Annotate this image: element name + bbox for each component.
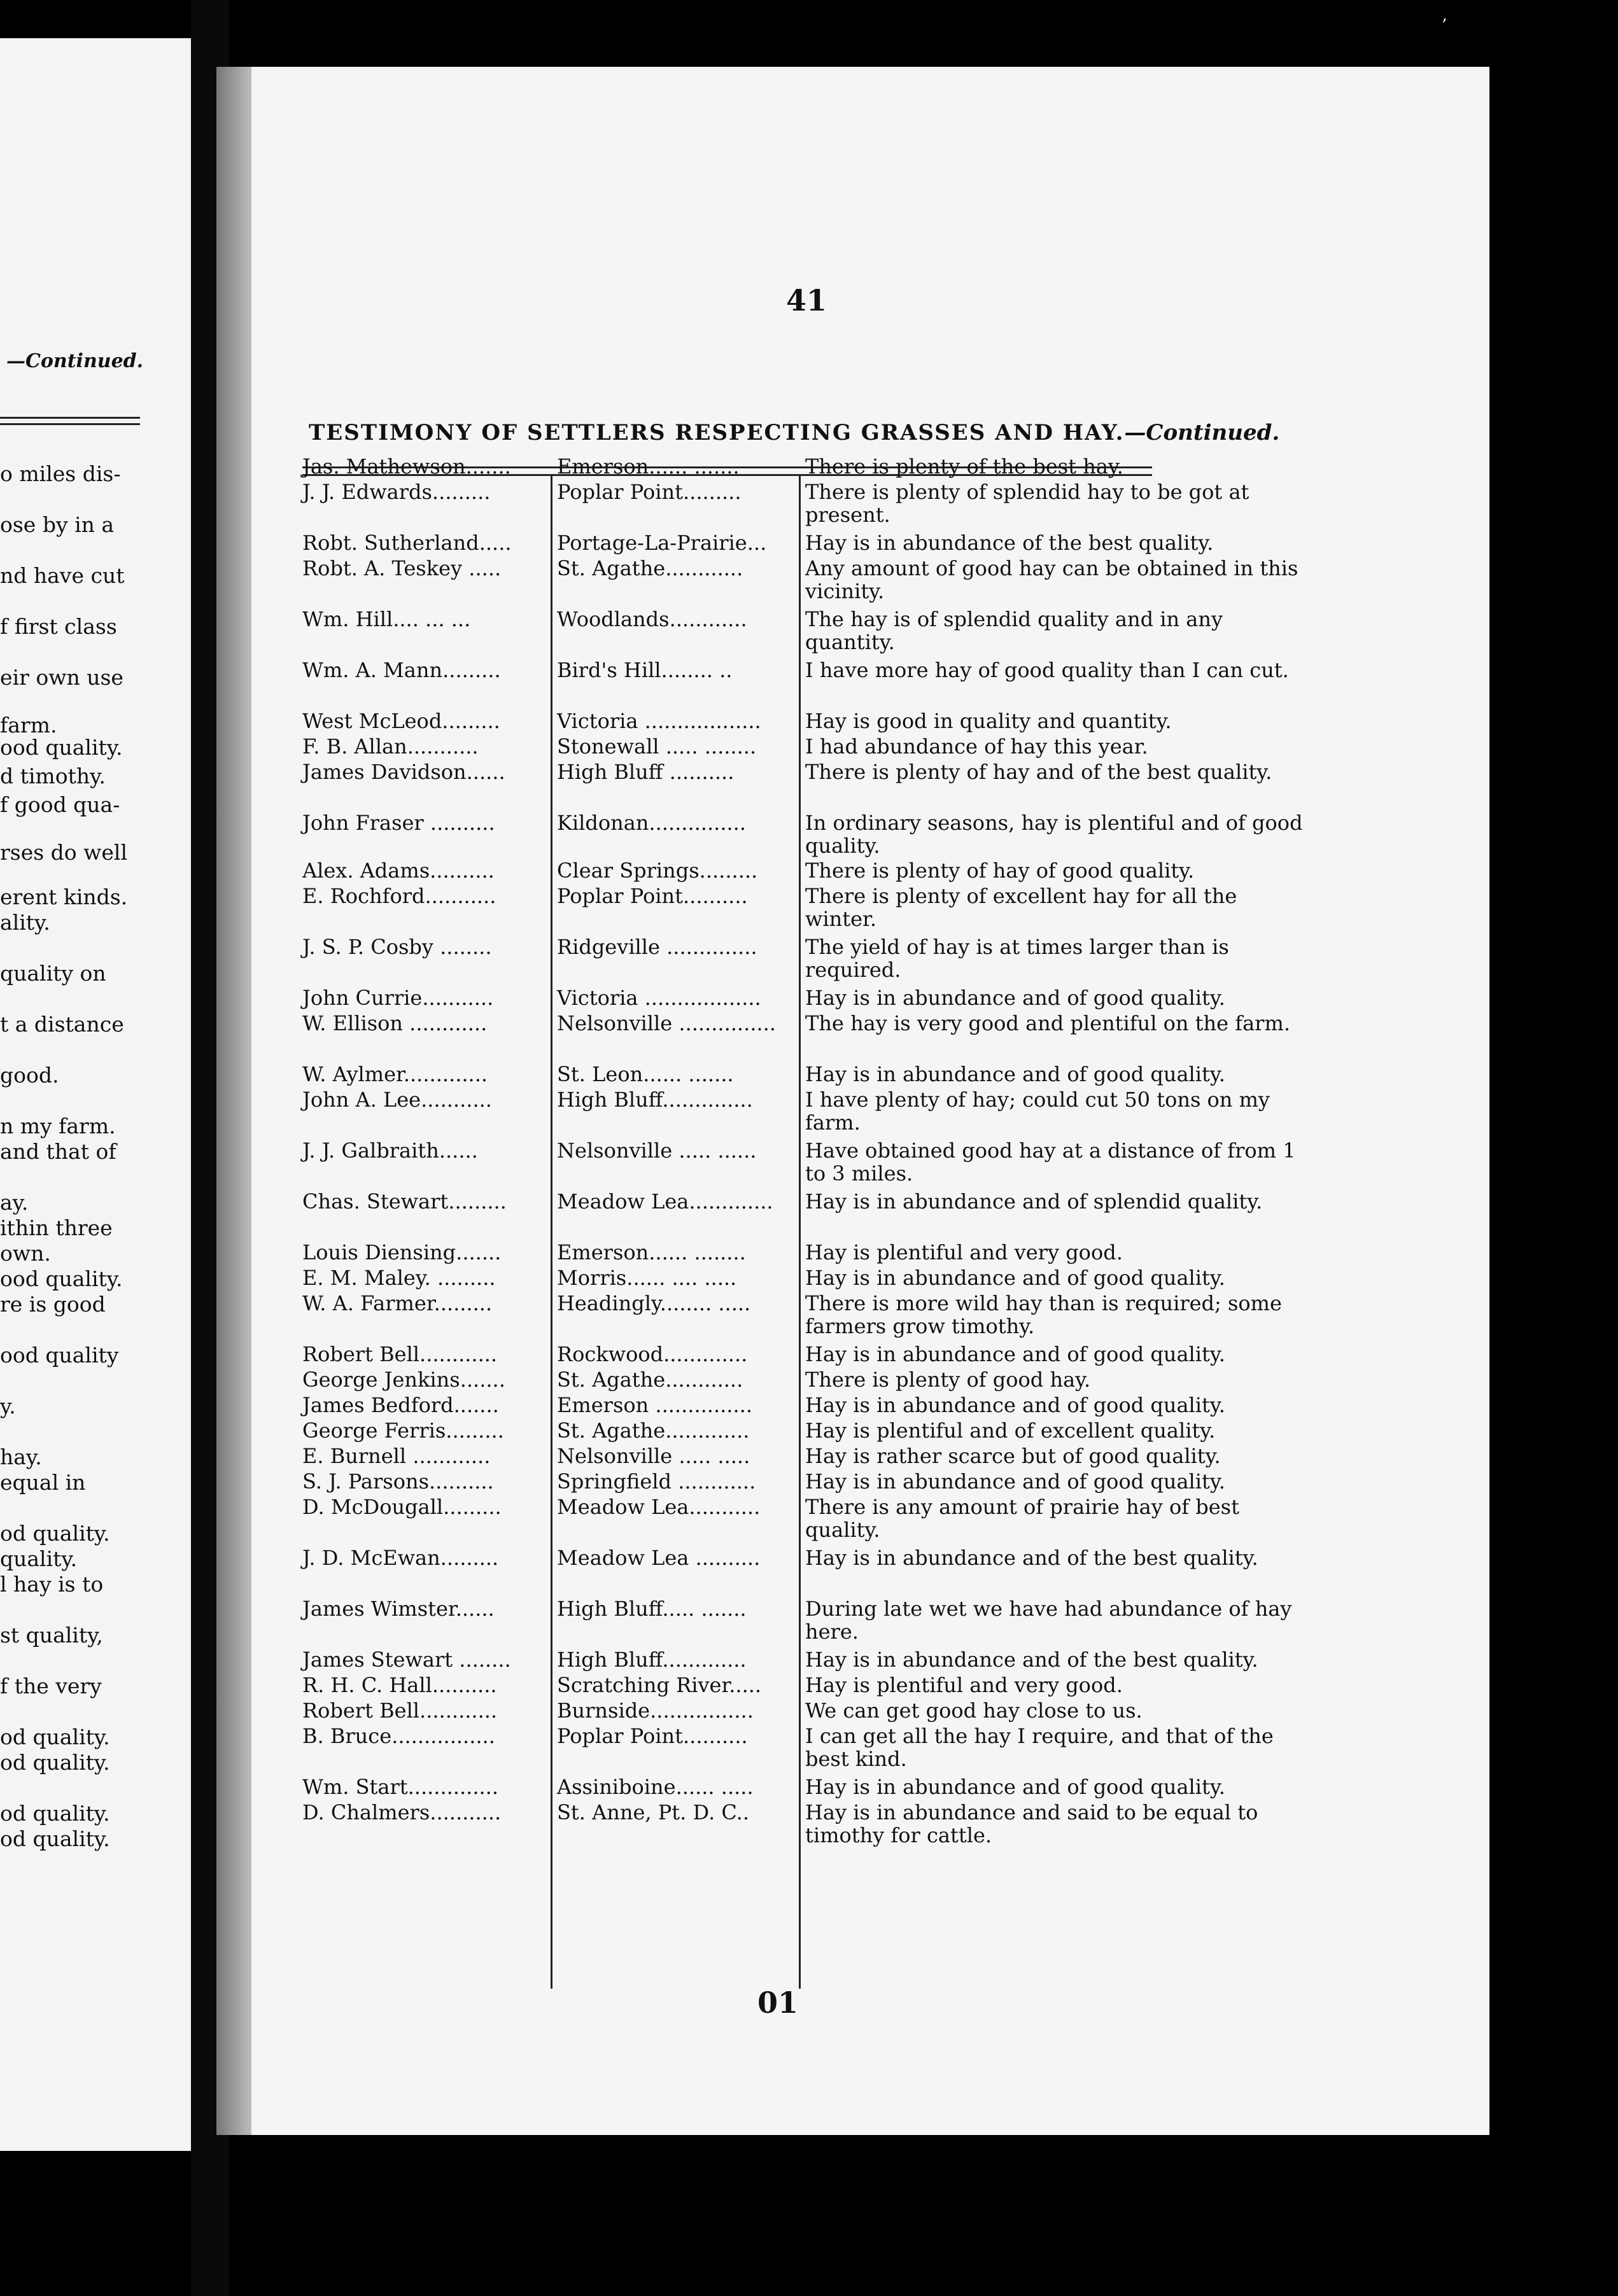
settler-location: Woodlands............ — [557, 607, 747, 631]
settler-location: St. Agathe............. — [557, 1418, 750, 1443]
settler-remark: The hay is of splendid quality and in any quantity. — [805, 607, 1223, 654]
settler-remark: The hay is very good and plentiful on the farm. — [805, 1011, 1290, 1035]
settler-remark: Hay is in abundance and of the best quality. — [805, 1546, 1258, 1570]
settler-name: F. B. Allan........... — [302, 734, 479, 759]
left-page — [0, 38, 191, 2151]
settler-location: Victoria .................. — [557, 709, 761, 733]
left-page-line: d timothy. — [0, 764, 106, 788]
page-title — [309, 420, 1279, 445]
settler-name: W. Aylmer............. — [302, 1062, 488, 1086]
settler-remark: Hay is in abundance and said to be equal to timothy for cattle. — [805, 1800, 1258, 1847]
settler-remark: Hay is rather scarce but of good quality. — [805, 1444, 1221, 1468]
left-page-line: eir own use — [0, 665, 123, 690]
left-page-header: —Continued. — [6, 350, 144, 372]
settler-location: Bird's Hill........ .. — [557, 658, 733, 682]
settler-remark: Hay is plentiful and of excellent quality. — [805, 1418, 1216, 1443]
left-page-line: f good qua- — [0, 792, 120, 817]
settler-remark: Have obtained good hay at a distance of from 1 to 3 miles. — [805, 1138, 1296, 1186]
left-page-line: o miles dis- — [0, 461, 121, 486]
settler-name: R. H. C. Hall.......... — [302, 1673, 497, 1697]
settler-location: St. Leon...... ....... — [557, 1062, 734, 1086]
settler-name: B. Bruce................ — [302, 1724, 495, 1748]
settler-location: Scratching River..... — [557, 1673, 762, 1697]
settler-name: J. J. Edwards......... — [302, 480, 491, 504]
left-page-line: ay. — [0, 1190, 29, 1215]
settler-location: Nelsonville ..... ..... — [557, 1444, 750, 1468]
settler-remark: Hay is good in quality and quantity. — [805, 709, 1172, 733]
left-page-line: od quality. — [0, 1521, 110, 1546]
settler-remark: Hay is plentiful and very good. — [805, 1240, 1123, 1264]
settler-name: George Ferris......... — [302, 1418, 504, 1443]
settler-remark: Hay is in abundance and of the best quality. — [805, 1648, 1258, 1672]
settler-location: High Bluff..... ....... — [557, 1597, 747, 1621]
settler-remark: I have more hay of good quality than I can cut. — [805, 658, 1289, 682]
title-text: TESTIMONY OF SETTLERS RESPECTING GRASSES AND HAY. — [309, 420, 1125, 445]
settler-location: Poplar Point......... — [557, 480, 742, 504]
settler-location: Poplar Point.......... — [557, 1724, 748, 1748]
left-page-line: nd have cut — [0, 563, 125, 588]
settler-name: James Wimster...... — [302, 1597, 495, 1621]
page-number: 41 — [786, 283, 827, 318]
column-divider — [799, 474, 801, 1989]
settler-location: High Bluff.............. — [557, 1088, 753, 1112]
settler-location: Assiniboine...... ..... — [557, 1775, 754, 1799]
left-page-line: f the very — [0, 1674, 102, 1698]
left-page-line: od quality. — [0, 1750, 110, 1775]
settler-name: D. Chalmers........... — [302, 1800, 502, 1824]
left-page-rule — [0, 423, 140, 425]
settler-location: Rockwood............. — [557, 1342, 748, 1366]
settler-remark: Any amount of good hay can be obtained in this vicinity. — [805, 556, 1298, 603]
left-page-line: od quality. — [0, 1725, 110, 1749]
right-page — [251, 67, 1489, 2135]
settler-remark: Hay is in abundance and of good quality. — [805, 1062, 1225, 1086]
left-page-line: od quality. — [0, 1801, 110, 1826]
settler-remark: There is plenty of hay and of the best quality. — [805, 760, 1272, 784]
settler-name: E. M. Maley. ......... — [302, 1266, 496, 1290]
settler-name: John Currie........... — [302, 986, 494, 1010]
settler-location: Kildonan............... — [557, 811, 746, 835]
settler-name: Robert Bell............ — [302, 1698, 498, 1723]
title-continued: —Continued. — [1124, 420, 1280, 445]
settler-remark: There is plenty of excellent hay for all the winter. — [805, 884, 1237, 931]
settler-remark: In ordinary seasons, hay is plentiful and of good quality. — [805, 811, 1303, 858]
left-page-line: od quality. — [0, 1826, 110, 1851]
settler-location: Victoria .................. — [557, 986, 761, 1010]
settler-location: Emerson...... ....... — [557, 454, 740, 479]
settler-location: Meadow Lea............. — [557, 1189, 773, 1214]
corner-mark: ’ — [1442, 16, 1447, 35]
left-page-line: y. — [0, 1394, 16, 1418]
left-page-line: and that of — [0, 1139, 116, 1164]
left-page-line: f first class — [0, 614, 117, 639]
left-page-line: farm. — [0, 713, 57, 738]
settler-name: Alex. Adams.......... — [302, 858, 495, 883]
settler-remark: I had abundance of hay this year. — [805, 734, 1148, 759]
settler-location: Headingly........ ..... — [557, 1291, 751, 1315]
settler-remark: Hay is in abundance and of good quality. — [805, 1775, 1225, 1799]
column-divider — [551, 474, 552, 1989]
left-page-line: equal in — [0, 1470, 86, 1495]
left-page-rule — [0, 417, 140, 419]
settler-name: W. Ellison ............ — [302, 1011, 488, 1035]
settler-name: S. J. Parsons.......... — [302, 1469, 494, 1494]
settler-name: Wm. A. Mann......... — [302, 658, 501, 682]
left-page-line: n my farm. — [0, 1114, 116, 1138]
settler-location: St. Agathe............ — [557, 556, 743, 580]
left-page-line: re is good — [0, 1292, 106, 1317]
left-page-line: ood quality. — [0, 1266, 123, 1291]
settler-remark: There is more wild hay than is required; some farmers grow timothy. — [805, 1291, 1282, 1338]
settler-location: Meadow Lea........... — [557, 1495, 761, 1519]
settler-name: John Fraser .......... — [302, 811, 495, 835]
settler-remark: There is plenty of splendid hay to be got at present. — [805, 480, 1249, 527]
settler-name: George Jenkins....... — [302, 1368, 505, 1392]
footer-mark: 01 — [757, 1985, 799, 2020]
settler-remark: Hay is plentiful and very good. — [805, 1673, 1123, 1697]
settler-name: Wm. Start.............. — [302, 1775, 498, 1799]
left-page-line: good. — [0, 1063, 59, 1088]
settler-name: Robt. A. Teskey ..... — [302, 556, 502, 580]
left-page-line: ood quality. — [0, 735, 123, 760]
settler-location: Stonewall ..... ........ — [557, 734, 757, 759]
left-page-line: rses do well — [0, 840, 128, 865]
settler-name: John A. Lee........... — [302, 1088, 492, 1112]
left-page-line: quality on — [0, 961, 106, 986]
settler-name: J. S. P. Cosby ........ — [302, 935, 492, 959]
settler-location: St. Anne, Pt. D. C.. — [557, 1800, 750, 1824]
settler-remark: I can get all the hay I require, and that of the best kind. — [805, 1724, 1274, 1771]
left-page-line: ithin three — [0, 1215, 113, 1240]
settler-name: Wm. Hill.... ... ... — [302, 607, 471, 631]
settler-name: Robert Bell............ — [302, 1342, 498, 1366]
settler-location: Burnside................ — [557, 1698, 754, 1723]
left-page-line: ood quality — [0, 1343, 119, 1368]
page-gutter — [216, 67, 255, 2135]
settler-remark: The yield of hay is at times larger than is required. — [805, 935, 1229, 982]
settler-remark: There is plenty of the best hay. — [805, 454, 1123, 479]
settler-location: St. Agathe............ — [557, 1368, 743, 1392]
settler-name: West McLeod......... — [302, 709, 500, 733]
settler-name: James Davidson...... — [302, 760, 505, 784]
settler-location: Emerson...... ........ — [557, 1240, 746, 1264]
left-page-line: ality. — [0, 910, 50, 935]
settler-location: Poplar Point.......... — [557, 884, 748, 908]
settler-remark: Hay is in abundance of the best quality. — [805, 531, 1214, 555]
left-page-line: quality. — [0, 1546, 78, 1571]
settler-remark: Hay is in abundance and of good quality. — [805, 1469, 1225, 1494]
settler-remark: I have plenty of hay; could cut 50 tons on my farm. — [805, 1088, 1270, 1135]
settler-location: Meadow Lea .......... — [557, 1546, 761, 1570]
settler-location: Ridgeville .............. — [557, 935, 757, 959]
settler-location: Portage-La-Prairie... — [557, 531, 767, 555]
left-page-line: erent kinds. — [0, 885, 128, 909]
settler-remark: Hay is in abundance and of good quality. — [805, 986, 1225, 1010]
settler-name: James Bedford....... — [302, 1393, 499, 1417]
settler-location: Morris...... .... ..... — [557, 1266, 737, 1290]
settler-remark: Hay is in abundance and of good quality. — [805, 1342, 1225, 1366]
settler-name: James Stewart ........ — [302, 1648, 511, 1672]
left-page-line: t a distance — [0, 1012, 124, 1037]
settler-name: D. McDougall......... — [302, 1495, 502, 1519]
settler-location: Nelsonville ..... ...... — [557, 1138, 757, 1163]
settler-remark: Hay is in abundance and of good quality. — [805, 1266, 1225, 1290]
settler-remark: Hay is in abundance and of splendid quality. — [805, 1189, 1263, 1214]
settler-name: Robt. Sutherland..... — [302, 531, 512, 555]
settler-location: Springfield ............ — [557, 1469, 756, 1494]
left-page-line: l hay is to — [0, 1572, 104, 1597]
settler-remark: We can get good hay close to us. — [805, 1698, 1143, 1723]
settler-location: High Bluff............. — [557, 1648, 747, 1672]
settler-name: W. A. Farmer......... — [302, 1291, 493, 1315]
settler-location: Emerson ............... — [557, 1393, 752, 1417]
settler-remark: There is plenty of hay of good quality. — [805, 858, 1195, 883]
left-page-line: ose by in a — [0, 512, 115, 537]
settler-location: Nelsonville ............... — [557, 1011, 776, 1035]
settler-name: J. D. McEwan......... — [302, 1546, 499, 1570]
settler-name: E. Rochford........... — [302, 884, 496, 908]
settler-location: Clear Springs......... — [557, 858, 758, 883]
settler-name: J. J. Galbraith...... — [302, 1138, 478, 1163]
settler-name: Chas. Stewart......... — [302, 1189, 507, 1214]
settler-remark: Hay is in abundance and of good quality. — [805, 1393, 1225, 1417]
settler-name: Louis Diensing....... — [302, 1240, 502, 1264]
left-page-line: st quality, — [0, 1623, 103, 1648]
settler-remark: There is any amount of prairie hay of best quality. — [805, 1495, 1239, 1542]
settler-name: E. Burnell ............ — [302, 1444, 491, 1468]
settler-remark: There is plenty of good hay. — [805, 1368, 1091, 1392]
settler-location: High Bluff .......... — [557, 760, 735, 784]
left-page-line: hay. — [0, 1445, 42, 1469]
settler-name: Jas. Mathewson....... — [302, 454, 511, 479]
left-page-line: own. — [0, 1241, 51, 1266]
settler-remark: During late wet we have had abundance of hay here. — [805, 1597, 1292, 1644]
